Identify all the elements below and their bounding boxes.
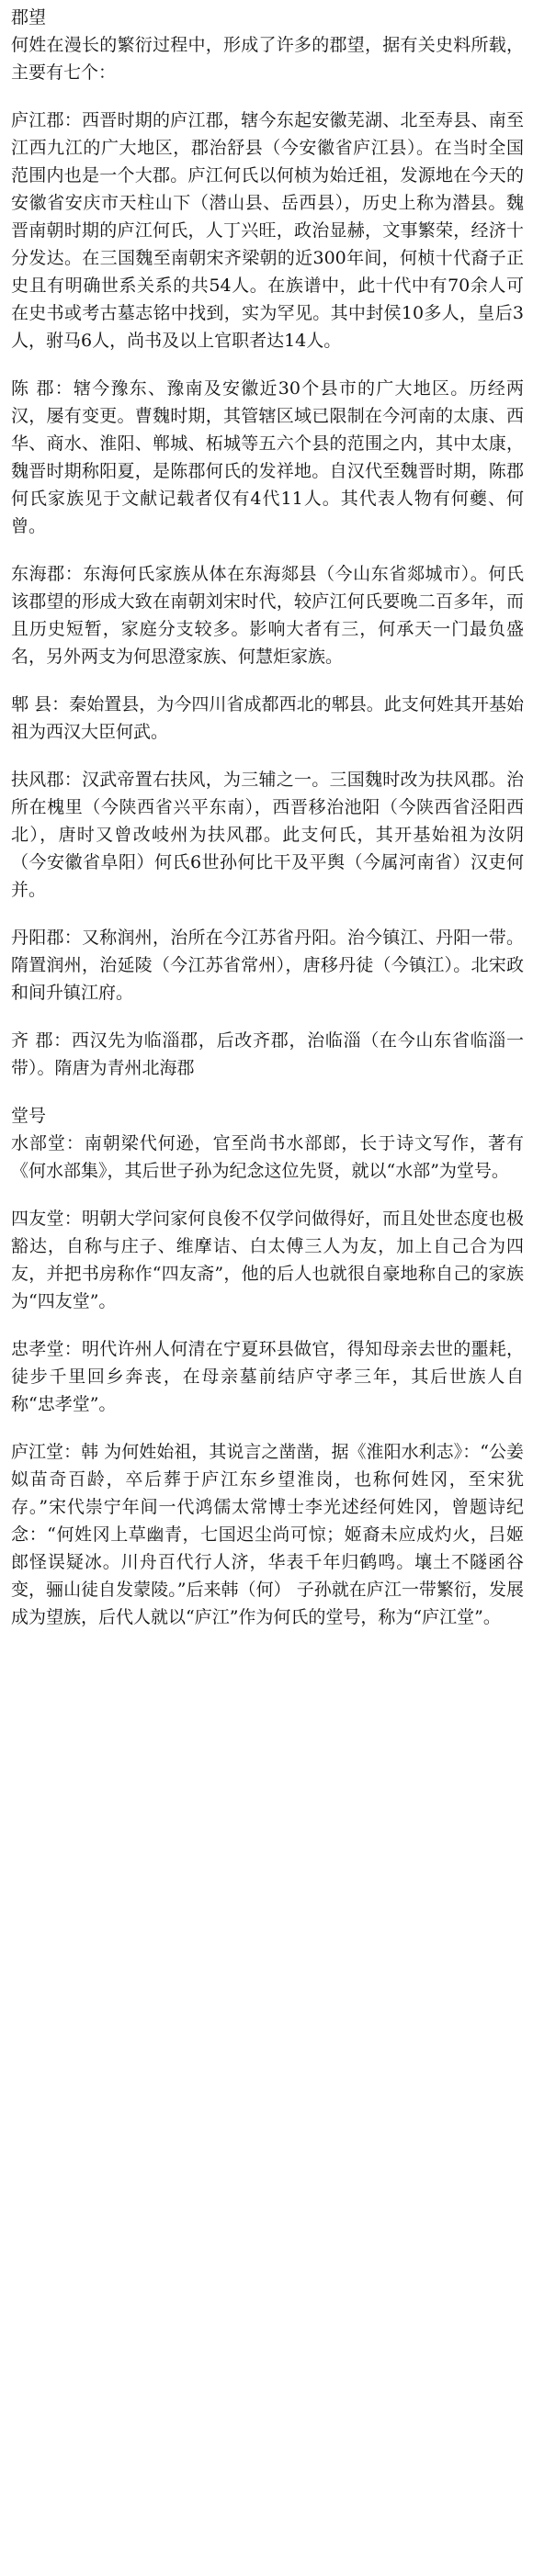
- entry-danyang-jun: 丹阳郡：又称润州，治所在今江苏省丹阳。治今镇江、丹阳一带。隋置润州，治延陵（今江苏省常州），唐移丹徒（今镇江）。北宋政和间升镇江府。: [11, 928, 524, 1003]
- entry-siyou-tang: 四友堂：明朝大学问家何良俊不仅学问做得好，而且处世态度也极豁达，自称与庄子、维摩诘、白太傅三人为友，加上自己合为四友，并把书房称作“四友斋”，他的后人也就很自豪地称自己的家族为“四友堂”。: [11, 1209, 524, 1311]
- entry-lujiang-jun: 庐江郡：西晋时期的庐江郡，辖今东起安徽芜湖、北至寿县、南至江西九江的广大地区，郡治舒县（今安徽省庐江县）。在当时全国范围内也是一个大郡。庐江何氏以何桢为始迁祖，发源地在今天的安徽省安庆市天柱山下（潜山县、岳西县），历史上称为潜县。魏晋南朝时期的庐江何氏，人丁兴旺，政治显赫，文事繁荣，经济十分发达。在三国魏至南朝宋齐梁朝的近300年间，何桢十代裔子正史且有明确世系关系的共54人。在族谱中，此十代中有70余人可在史书或考古墓志铭中找到，实为罕见。其中封侯10多人，皇后3人，驸马6人，尚书及以上官职者达14人。: [11, 110, 524, 351]
- entry-qi-jun: 齐 郡：西汉先为临淄郡，后改齐郡，治临淄（在今山东省临淄一带）。隋唐为青州北海郡: [11, 1030, 524, 1078]
- paragraph-gap: [11, 1007, 524, 1027]
- paragraph-gap: [11, 540, 524, 560]
- paragraph-gap: [11, 670, 524, 691]
- paragraph-gap: [11, 1082, 524, 1102]
- entry-zhongxiao-tang: 忠孝堂：明代许州人何清在宁夏环县做官，得知母亲去世的噩耗，徒步千里回乡奔丧，在母亲墓前结庐守孝三年，其后世族人自称“忠孝堂”。: [11, 1339, 524, 1414]
- paragraph-gap: [11, 1185, 524, 1205]
- paragraph-gap: [11, 354, 524, 375]
- entry-donghai-jun: 东海郡：东海何氏家族从体在东海郯县（今山东省郯城市）。何氏该郡望的形成大致在南朝刘宋时代，较庐江何氏要晚二百多年，而且历史短暂，家庭分支较多。影响大者有三，何承天一门最负盛名，另外两支为何思澄家族、何慧炬家族。: [11, 564, 524, 667]
- entry-shuibu-tang: 水部堂：南朝梁代何逊，官至尚书水部郎，长于诗文写作，著有《何水部集》，其后世子孙为纪念这位先贤，就以“水部”为堂号。: [11, 1133, 524, 1181]
- paragraph-gap: [11, 86, 524, 107]
- section-heading-junwang: 郡望: [11, 7, 47, 28]
- entry-chen-jun: 陈 郡：辖今豫东、豫南及安徽近30个县市的广大地区。历经两汉，屡有变更。曹魏时期，其管辖区域已限制在今河南的太康、西华、商水、淮阳、郸城、柘城等五六个县的范围之内，其中太康，魏晋时期称阳夏，是陈郡何氏的发祥地。自汉代至魏晋时期，陈郡何氏家族见于文献记载者仅有4代11人。其代表人物有何夔、何曾。: [11, 378, 524, 536]
- paragraph-gap: [11, 904, 524, 924]
- paragraph-gap: [11, 1418, 524, 1438]
- intro-paragraph: 何姓在漫长的繁衍过程中，形成了许多的郡望，据有关史料所载，主要有七个：: [11, 35, 524, 83]
- paragraph-gap: [11, 746, 524, 766]
- entry-pi-xian: 郫 县：秦始置县，为今四川省成都西北的郫县。此支何姓其开基始祖为西汉大臣何武。: [11, 694, 524, 742]
- entry-lujiang-tang: 庐江堂：韩 为何姓始祖，其说言之凿凿，据《淮阳水利志》：“公姜姒苗奇百龄，卒后葬于庐江东乡望淮岗，也称何姓冈，至宋犹存。”宋代崇宁年间一代鸿儒太常博士李光述经何姓冈，曾题诗纪念：“何姓冈上草幽青，七国迟尘尚可惊；姬裔未应成灼火，吕姬郎怪误疑冰。川舟百代行人济，华表千年归鹤鸣。壤土不隧函谷变，骊山徒自发蒙陵。”后来韩（何） 子孙就在庐江一带繁衍，发展成为望族，后代人就以“庐江”作为何氏的堂号，称为“庐江堂”。: [11, 1442, 524, 1627]
- section-heading-tanghao: 堂号: [11, 1106, 47, 1126]
- paragraph-gap: [11, 1315, 524, 1335]
- entry-fufeng-jun: 扶风郡：汉武帝置右扶风，为三辅之一。三国魏时改为扶风郡。治所在槐里（今陕西省兴平东南），西晋移治池阳（今陕西省泾阳西北），唐时又曾改岐州为扶风郡。此支何氏，其开基始祖为汝阴（今安徽省阜阳）何氏6世孙何比干及平舆（今属河南省）汉吏何并。: [11, 770, 524, 900]
